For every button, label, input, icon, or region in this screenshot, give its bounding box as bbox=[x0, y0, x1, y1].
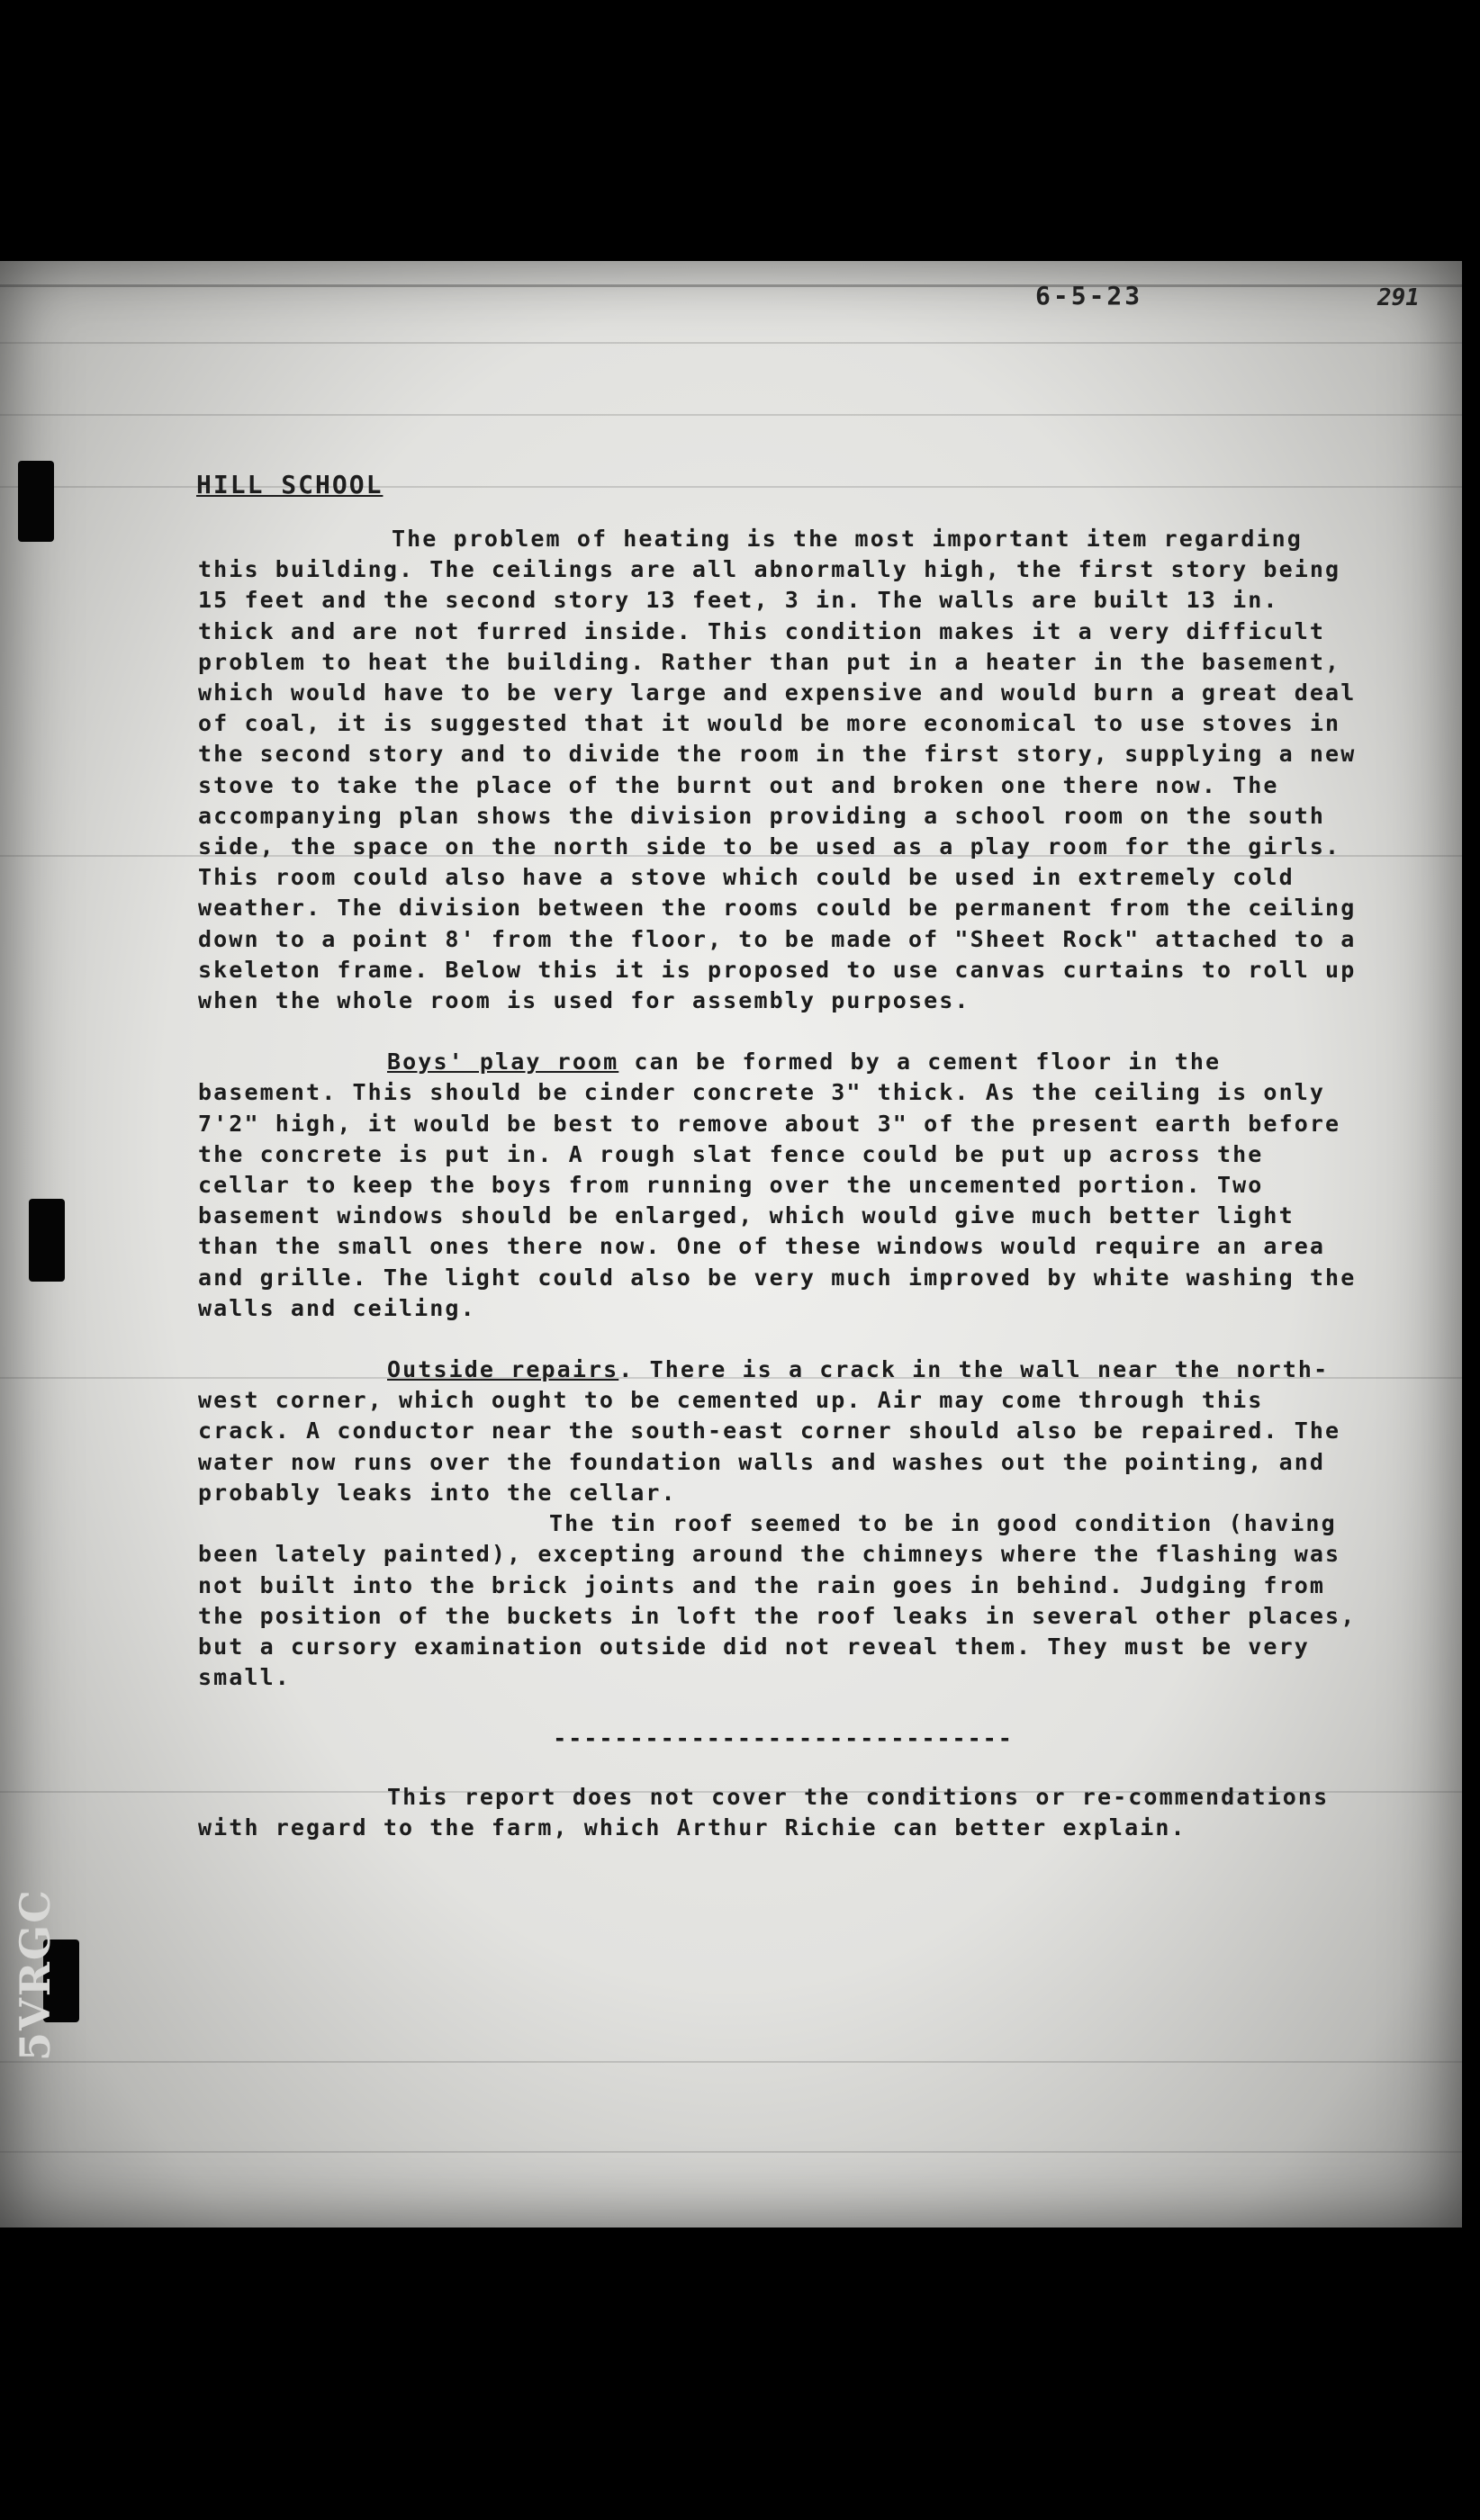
paragraph-outside-repairs bbox=[198, 1354, 1368, 1508]
binder-hole bbox=[29, 1199, 65, 1282]
ruled-line bbox=[0, 414, 1462, 416]
ruled-line bbox=[0, 342, 1462, 344]
ruled-line bbox=[0, 2061, 1462, 2063]
archive-stamp: 5VRGC bbox=[11, 1888, 59, 2061]
document-body bbox=[198, 524, 1368, 1874]
paragraph-text: . There is a crack in the wall near the north-west corner, which ought to be cemented up. Air may come through this crack. A conductor near the south-east corner should also be repaired. The water now runs over the foundation walls and washes out the pointing, and probably leaks into the cellar. bbox=[198, 1356, 1341, 1506]
section-divider: ------------------------------ bbox=[553, 1725, 1014, 1752]
paragraph-boys-play-room bbox=[198, 1047, 1368, 1324]
paragraph-text: can be formed by a cement floor in the basement. This should be cinder concrete 3" thick. As the ceiling is only 7'2" high, it would be best to remove about 3" of the present earth before the concrete is put in. A rough slat fence could be put up across the cellar to keep the boys from running over the uncemented portion. Two basement windows should be enlarged, which would give much better light than the small ones there now. One of these windows would require an area and grille. The light could also be very much improved by white washing the walls and ceiling. bbox=[198, 1048, 1357, 1321]
page-number: 291 bbox=[1377, 284, 1420, 311]
binder-hole bbox=[18, 461, 54, 542]
paragraph-text: This report does not cover the conditions or re-commendations with regard to the farm, which Arthur Richie can better explain. bbox=[198, 1783, 1330, 1840]
paragraph-tin-roof bbox=[198, 1508, 1368, 1693]
document-page bbox=[0, 261, 1462, 2228]
document-date: 6-5-23 bbox=[1035, 281, 1143, 310]
paragraph-closing bbox=[198, 1782, 1368, 1843]
paragraph-text: The tin roof seemed to be in good condition (having been lately painted), excepting around the chimneys where the flashing was not built into the brick joints and the rain goes in behind. Judging from the position of the buckets in loft the roof leaks in several other places, but a cursory examination outside did not reveal them. They must be very small. bbox=[198, 1510, 1357, 1691]
paragraph-heating bbox=[198, 524, 1368, 1016]
ruled-line bbox=[0, 2151, 1462, 2153]
paragraph-text: The problem of heating is the most important item regarding this building. The ceilings are all abnormally high, the first story being 15 feet and the second story 13 feet, 3 in. The walls are built 13 in. thick and are not furred inside. This condition makes it a very difficult problem to heat the building. Rather than put in a heater in the basement, which would have to be very large and expensive and would burn a great deal of coal, it is suggested that it would be more economical to use stoves in the second story and to divide the room in the first story, supplying a new stove to take the place of the burnt out and broken one there now. The accompanying plan shows the division providing a school room on the south side, the space on the north side to be used as a play room for the girls. This room could also have a stove which could be used in extremely cold weather. The division between the rooms could be permanent from the ceiling down to a point 8' from the floor, to be made of "Sheet Rock" attached to a skeleton frame. Below this it is proposed to use canvas curtains to roll up when the whole room is used for assembly purposes. bbox=[198, 526, 1357, 1014]
header-rule bbox=[0, 284, 1462, 287]
paragraph-lead: Outside repairs bbox=[387, 1356, 619, 1383]
paragraph-lead: Boys' play room bbox=[387, 1048, 619, 1076]
document-title: HILL SCHOOL bbox=[196, 470, 384, 500]
